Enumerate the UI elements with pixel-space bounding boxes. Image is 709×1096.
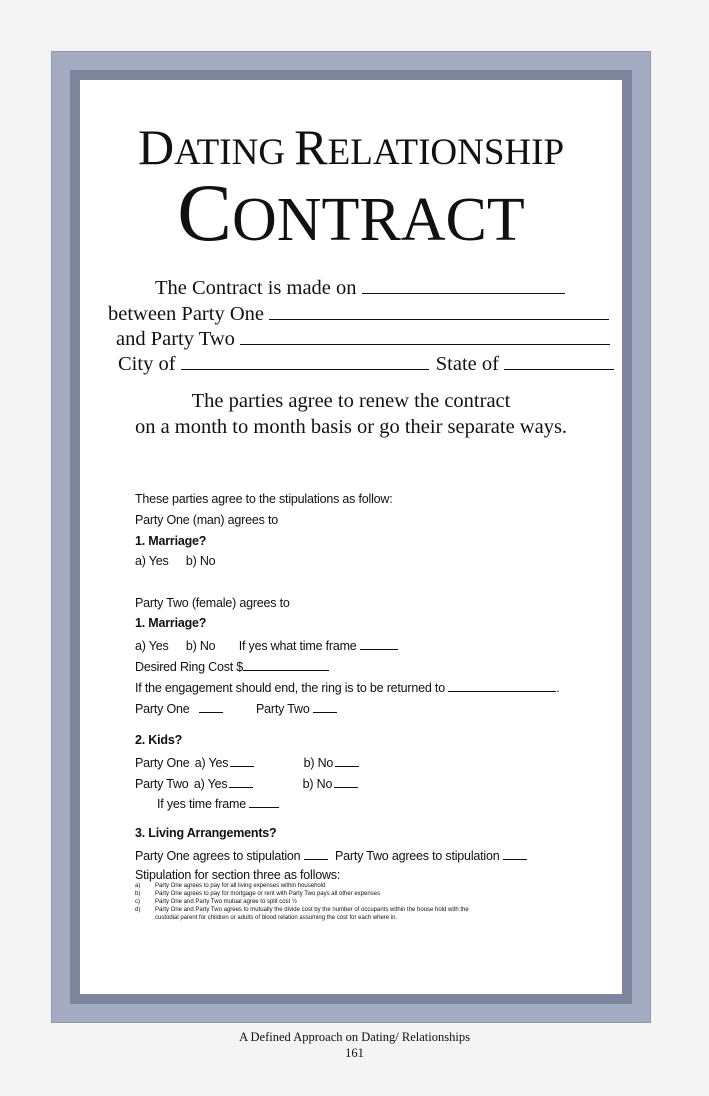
kids-time-frame-label: If yes time frame <box>157 797 246 811</box>
title-initial-r: R <box>294 119 328 175</box>
ring-party-two-field[interactable] <box>313 701 337 713</box>
fine-print-a <box>135 883 325 889</box>
fine-print-c-text: Party One and Party Two mutual agree to split cost ½ <box>155 899 297 905</box>
q2-kids-heading: 2. Kids? <box>135 733 183 747</box>
fine-print-d <box>135 907 469 913</box>
made-on-line <box>155 276 565 299</box>
p1-marriage-options <box>135 555 215 568</box>
ring-return-line <box>135 680 560 695</box>
party-two-intro: Party Two (female) agrees to <box>135 596 290 610</box>
ring-cost-line <box>135 659 329 674</box>
title-word-relationship: ELATIONSHIP <box>327 132 565 173</box>
fine-print-b-text: Party One agrees to pay for mortgage or rent with Party Two pays all other expenses <box>155 891 381 897</box>
kids-time-frame-field[interactable] <box>249 796 279 808</box>
agreement-line-1: The parties agree to renew the contract <box>191 390 511 412</box>
made-on-field[interactable] <box>362 276 565 294</box>
ring-cost-field[interactable] <box>243 659 329 671</box>
time-frame-label: If yes what time frame <box>238 639 357 653</box>
title-initial-d: D <box>137 119 175 175</box>
time-frame-field[interactable] <box>360 638 398 650</box>
outer-border <box>51 51 651 1023</box>
p1-agrees-stip-field[interactable] <box>304 848 328 860</box>
kids-party-two-label: Party Two <box>135 777 189 791</box>
fine-print-d-cont-text: custodial parent for children or adults of blood relation assuming the cost for each where in. <box>155 915 398 921</box>
kids-party-one-line <box>135 755 359 770</box>
city-label: City of <box>118 353 176 375</box>
kids-p1-yes-label: a) Yes <box>194 756 229 770</box>
agreement-line-2: on a month to month basis or go their separate ways. <box>134 416 568 438</box>
party-one-line <box>108 302 609 325</box>
living-stipulation-line <box>135 848 527 863</box>
state-field[interactable] <box>504 352 614 370</box>
ring-party-one-field[interactable] <box>199 701 223 713</box>
footer-page-number: 161 <box>345 1046 364 1060</box>
ring-return-field[interactable] <box>448 680 556 692</box>
city-state-line <box>118 352 614 375</box>
title-initial-c: C <box>177 167 232 258</box>
fine-print-d-text: Party One and Party Two agrees to mutually the divide cost by the number of occupants within the house hold with the <box>155 907 469 913</box>
party-two-line <box>116 327 610 350</box>
kids-p2-yes-label: a) Yes <box>193 777 228 791</box>
title-line-dating-relationship <box>80 119 622 175</box>
title-word-dating: ATING <box>174 132 295 173</box>
fine-print-c-letter: c) <box>135 899 140 905</box>
ring-cost-label: Desired Ring Cost $ <box>135 660 244 674</box>
stipulations-intro: These parties agree to the stipulations as follow: <box>135 492 393 506</box>
kids-p1-no-label: b) No <box>303 756 334 770</box>
q3-living-heading: 3. Living Arrangements? <box>135 826 277 840</box>
title-line-contract <box>80 167 622 258</box>
p1-agrees-stip-label: Party One agrees to stipulation <box>135 849 301 863</box>
ring-return-label: If the engagement should end, the ring is to be returned to <box>135 681 445 695</box>
kids-party-one-label: Party One <box>135 756 190 770</box>
p2-marriage-options <box>135 638 398 653</box>
p2-agrees-stip-field[interactable] <box>503 848 527 860</box>
fine-print-b <box>135 891 380 897</box>
fine-print-d-letter: d) <box>135 907 141 913</box>
fine-print-a-letter: a) <box>135 883 141 889</box>
fine-print-b-letter: b) <box>135 891 141 897</box>
kids-p2-yes-field[interactable] <box>229 776 253 788</box>
fine-print-c <box>135 899 297 905</box>
p2-marriage-yes[interactable]: a) Yes <box>135 639 169 653</box>
stip-section-three-heading: Stipulation for section three as follows: <box>135 868 341 882</box>
party-two-field[interactable] <box>240 327 610 345</box>
kids-party-two-line <box>135 776 358 791</box>
contract-page <box>80 80 622 994</box>
party-one-label: between Party One <box>108 303 264 325</box>
inner-border <box>70 70 632 1004</box>
ring-return-period: . <box>556 681 560 695</box>
ring-party-two-label: Party Two <box>256 702 310 716</box>
kids-p2-no-field[interactable] <box>334 776 358 788</box>
p1-marriage-no[interactable]: b) No <box>185 554 216 568</box>
kids-p1-yes-field[interactable] <box>230 755 254 767</box>
kids-time-frame-line <box>157 796 279 811</box>
party-one-field[interactable] <box>269 302 609 320</box>
ring-party-one-label: Party One <box>135 702 190 716</box>
p2-agrees-stip-label: Party Two agrees to stipulation <box>335 849 500 863</box>
kids-p1-no-field[interactable] <box>335 755 359 767</box>
p2-marriage-no[interactable]: b) No <box>185 639 216 653</box>
city-field[interactable] <box>181 352 429 370</box>
state-label: State of <box>435 353 499 375</box>
footer-book-title: A Defined Approach on Dating/ Relationships <box>239 1030 470 1044</box>
ring-parties-line <box>135 701 337 716</box>
kids-p2-no-label: b) No <box>302 777 333 791</box>
party-one-intro: Party One (man) agrees to <box>135 513 278 527</box>
made-on-label: The Contract is made on <box>155 277 357 299</box>
p1-marriage-yes[interactable]: a) Yes <box>135 554 169 568</box>
title-word-contract: ONTRACT <box>231 186 525 254</box>
party-two-label: and Party Two <box>116 328 235 350</box>
fine-print-a-text: Party One agrees to pay for all living expenses within household <box>155 883 326 889</box>
fine-print-d-cont <box>135 915 397 921</box>
q1-marriage-heading: 1. Marriage? <box>135 534 207 548</box>
q1b-marriage-heading: 1. Marriage? <box>135 616 207 630</box>
